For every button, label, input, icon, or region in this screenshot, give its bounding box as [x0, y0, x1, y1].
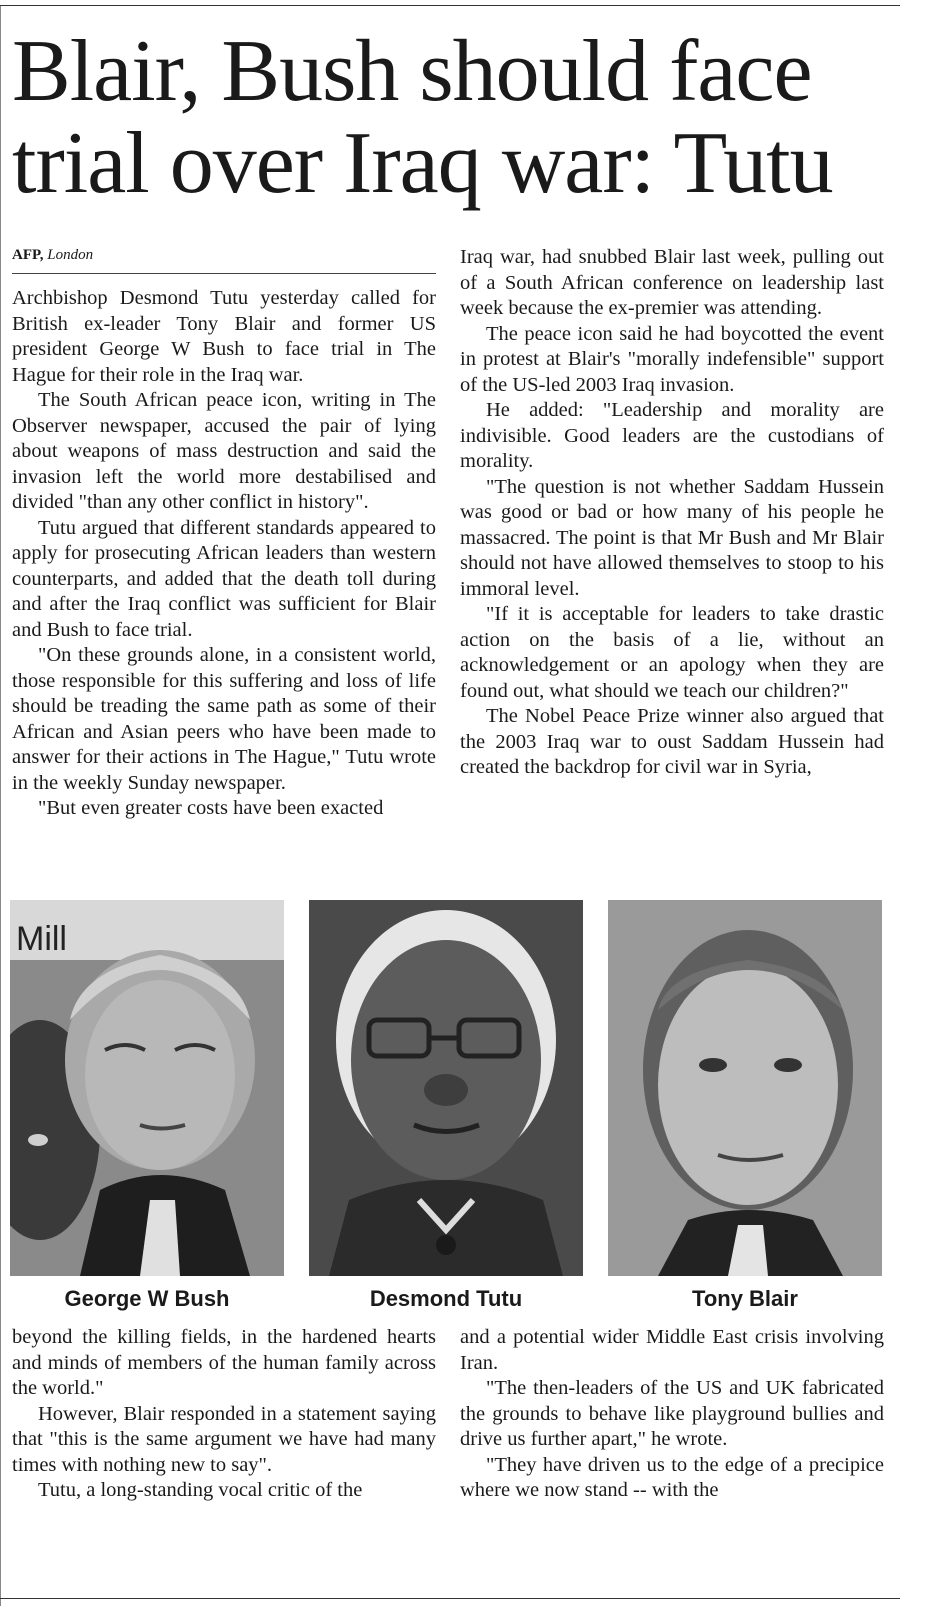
- portrait-tutu-illustration: [309, 900, 583, 1276]
- byline-agency: AFP,: [12, 247, 44, 263]
- paragraph: Tutu, a long-standing vocal critic of the: [38, 1479, 363, 1501]
- article-column-2: [460, 245, 884, 781]
- paragraph: However, Blair responded in a statement saying that "this is the same argument we have had many times with nothing new to say".: [12, 1402, 436, 1476]
- bottom-rule: [0, 1598, 900, 1599]
- article-column-4: [460, 1325, 884, 1504]
- photo-sign-text: Mill: [16, 920, 67, 958]
- paragraph: Tutu argued that different standards appeared to apply for prosecuting African leaders than western counterparts, and added that the death toll during and after the Iraq conflict was sufficient for Blair and Bush to face trial.: [12, 516, 436, 641]
- byline-location: London: [47, 247, 94, 263]
- caption-tutu: Desmond Tutu: [369, 1286, 523, 1311]
- paragraph: "On these grounds alone, in a consistent world, those responsible for this suffering and loss of life should be treading the same path as some of their African and Asian peers who have been made to answer for their actions in The Hague," Tutu wrote in the weekly Sunday newspaper.: [12, 644, 436, 794]
- photo-tony-blair: [608, 900, 882, 1276]
- paragraph: He added: "Leadership and morality are indivisible. Good leaders are the custodians of morality.: [460, 399, 884, 472]
- byline: [12, 245, 436, 274]
- paragraph: "If it is acceptable for leaders to take drastic action on the basis of a lie, without an acknowledgement or an apology when they are found out, what should we teach our children?": [460, 603, 884, 702]
- portrait-blair-illustration: [608, 900, 882, 1276]
- article-column-1: [12, 245, 436, 822]
- photo-george-w-bush: [10, 900, 284, 1276]
- paragraph: Iraq war, had snubbed Blair last week, pulling out of a South African conference on leadership last week because the ex-premier was attending.: [460, 246, 884, 319]
- portrait-bush-illustration: [10, 900, 284, 1276]
- headline: Blair, Bush should face trial over Iraq war: Tutu: [12, 23, 833, 212]
- paragraph: Archbishop Desmond Tutu yesterday called for British ex-leader Tony Blair and former US president George W Bush to face trial in The Hague for their role in the Iraq war.: [12, 287, 436, 386]
- paragraph: "But even greater costs have been exacted: [38, 797, 384, 819]
- paragraph: and a potential wider Middle East crisis involving Iran.: [460, 1326, 884, 1374]
- caption-blair: Tony Blair: [692, 1286, 798, 1311]
- top-rule: [0, 5, 900, 6]
- paragraph: "They have driven us to the edge of a precipice where we now stand -- with the: [460, 1453, 884, 1501]
- caption-bush: George W Bush: [64, 1286, 230, 1311]
- photo-desmond-tutu: [309, 900, 583, 1276]
- left-rule: [0, 6, 1, 1606]
- paragraph: The South African peace icon, writing in The Observer newspaper, accused the pair of lying about weapons of mass destruction and said the invasion left the world more destabilised and divided "than any other conflict in history".: [12, 389, 436, 513]
- paragraph: beyond the killing fields, in the hardened hearts and minds of members of the human family across the world.": [12, 1326, 436, 1399]
- paragraph: "The then-leaders of the US and UK fabricated the grounds to behave like playground bullies and drive us further apart," he wrote.: [460, 1377, 884, 1450]
- paragraph: "The question is not whether Saddam Hussein was good or bad or how many of his people he massacred. The point is that Mr Bush and Mr Blair should not have allowed themselves to stoop to his immoral level.: [460, 475, 884, 600]
- paragraph: The Nobel Peace Prize winner also argued that the 2003 Iraq war to oust Saddam Hussein had created the backdrop for civil war in Syria,: [460, 705, 884, 778]
- paragraph: The peace icon said he had boycotted the event in protest at Blair's "morally indefensible" support of the US-led 2003 Iraq invasion.: [460, 322, 884, 396]
- article-column-3: [12, 1325, 436, 1504]
